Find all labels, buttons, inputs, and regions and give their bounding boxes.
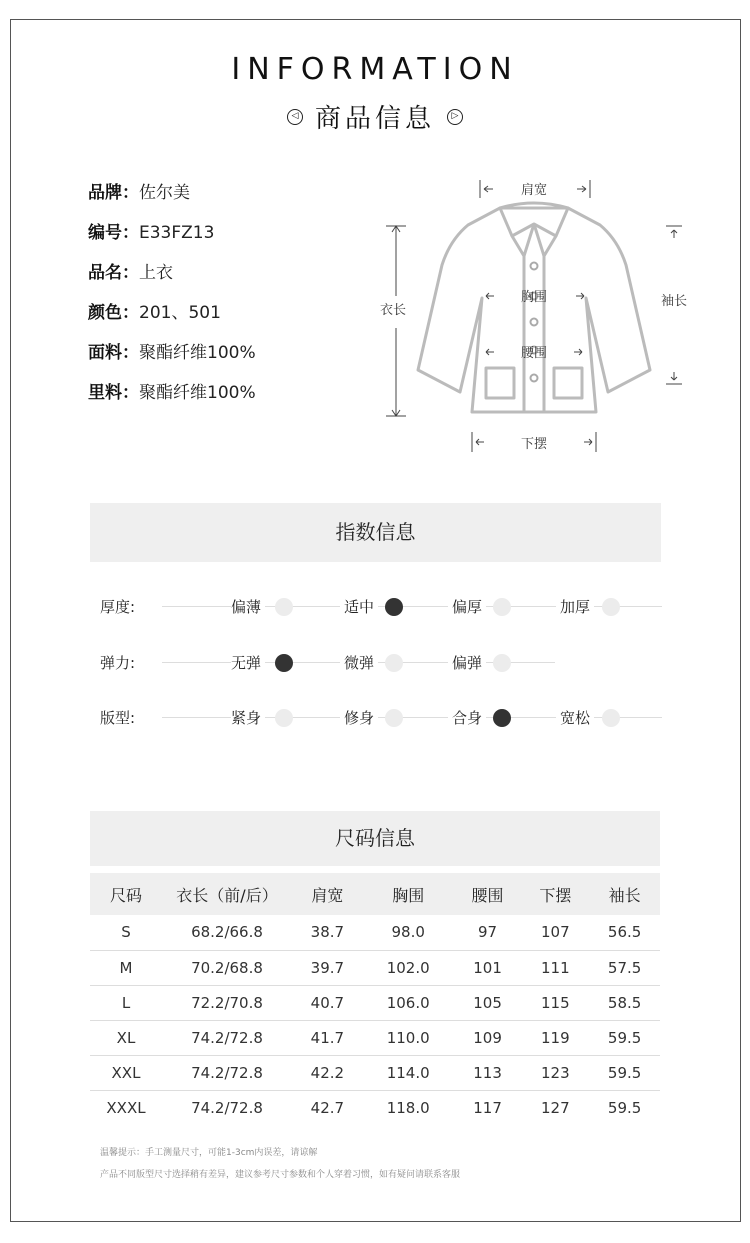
table-cell: S [90, 915, 162, 950]
table-cell: 98.0 [363, 915, 454, 950]
table-cell: 57.5 [589, 950, 660, 985]
table-row [90, 1055, 660, 1090]
index-section-title: 指数信息 [90, 503, 661, 562]
column-header: 下摆 [521, 873, 589, 915]
index-dot-none-selected [275, 654, 293, 672]
info-row-code [88, 220, 256, 260]
table-cell: XXL [90, 1055, 162, 1090]
table-cell: 42.2 [292, 1055, 363, 1090]
table-cell: 58.5 [589, 985, 660, 1020]
index-dot-extra-thick [602, 598, 620, 616]
table-cell: 38.7 [292, 915, 363, 950]
column-header: 袖长 [589, 873, 660, 915]
product-info-list [88, 180, 256, 420]
size-table [90, 873, 660, 1125]
label-chest: 胸围 [520, 290, 548, 305]
table-cell: 39.7 [292, 950, 363, 985]
table-cell: L [90, 985, 162, 1020]
index-dot-slight [385, 654, 403, 672]
table-cell: 113 [454, 1055, 522, 1090]
info-label: 里料： [88, 383, 139, 403]
info-label: 编号： [88, 223, 139, 243]
info-value: 上衣 [139, 263, 173, 283]
table-cell: 72.2/70.8 [162, 985, 292, 1020]
index-row-thickness [0, 592, 750, 622]
column-header: 衣长（前/后） [162, 873, 292, 915]
index-dot-tight [275, 709, 293, 727]
table-cell: 115 [521, 985, 589, 1020]
table-cell: 40.7 [292, 985, 363, 1020]
index-option-slight: 微弹 [340, 648, 378, 678]
info-value: 201、501 [139, 303, 221, 323]
index-dot-thin [275, 598, 293, 616]
info-value: 佐尔美 [139, 183, 190, 203]
table-cell: XXXL [106, 1098, 146, 1117]
info-label: 品牌： [88, 183, 139, 203]
index-option-loose: 宽松 [556, 703, 594, 733]
index-option-thin: 偏薄 [231, 592, 265, 622]
index-row-fit [0, 703, 750, 733]
index-option-regular: 合身 [448, 703, 486, 733]
table-cell: 68.2/66.8 [162, 915, 292, 950]
table-cell: 106.0 [363, 985, 454, 1020]
table-row [90, 915, 660, 950]
right-arrow-icon: ▷ [447, 109, 463, 125]
index-option-none: 无弹 [231, 648, 265, 678]
table-cell: 42.7 [310, 1098, 345, 1117]
index-row-label: 版型: [100, 709, 136, 727]
table-cell: 101 [454, 950, 522, 985]
table-row [90, 1090, 660, 1125]
table-cell: 59.5 [589, 1020, 660, 1055]
info-row-lining [88, 380, 256, 420]
column-header: 腰围 [454, 873, 522, 915]
table-cell: XL [90, 1020, 162, 1055]
info-row-fabric [88, 340, 256, 380]
index-row-label: 弹力: [100, 654, 136, 672]
column-header: 肩宽 [292, 873, 363, 915]
info-row-brand [88, 180, 256, 220]
buttons [531, 263, 538, 382]
index-dot-loose [602, 709, 620, 727]
index-dot-regular-selected [493, 709, 511, 727]
label-length: 衣长 [379, 303, 407, 318]
info-label: 面料： [88, 343, 139, 363]
table-cell: 97 [454, 915, 522, 950]
table-cell: 102.0 [363, 950, 454, 985]
info-row-name [88, 260, 256, 300]
info-value: E33FZ13 [139, 223, 215, 243]
index-option-thick: 偏厚 [448, 592, 486, 622]
index-option-tight: 紧身 [231, 703, 265, 733]
table-cell: 114.0 [363, 1055, 454, 1090]
table-cell: 110.0 [363, 1020, 454, 1055]
info-label: 颜色： [88, 303, 139, 323]
title-english: INFORMATION [231, 52, 519, 87]
label-waist: 腰围 [520, 346, 548, 361]
table-cell: 123 [521, 1055, 589, 1090]
table-cell: 74.2/72.8 [191, 1098, 263, 1117]
index-dot-thick [493, 598, 511, 616]
index-dot-slim [385, 709, 403, 727]
table-cell: 117 [473, 1098, 502, 1117]
title-chinese-text: 商品信息 [314, 104, 435, 134]
column-header: 胸围 [363, 873, 454, 915]
table-cell: 105 [454, 985, 522, 1020]
table-cell: M [90, 950, 162, 985]
size-section-title: 尺码信息 [90, 811, 660, 866]
info-label: 品名： [88, 263, 139, 283]
table-cell: 107 [521, 915, 589, 950]
table-cell: 56.5 [589, 915, 660, 950]
size-table-header [90, 873, 660, 915]
index-row-elasticity [0, 648, 750, 678]
index-option-medium: 适中 [340, 592, 378, 622]
index-dot-stretchy [493, 654, 511, 672]
index-option-stretchy: 偏弹 [448, 648, 486, 678]
table-row [90, 985, 660, 1020]
table-cell: 59.5 [589, 1055, 660, 1090]
table-row [90, 950, 660, 985]
table-cell: 70.2/68.8 [162, 950, 292, 985]
index-row-label: 厚度: [100, 598, 136, 616]
table-cell: 127 [541, 1098, 570, 1117]
table-cell: 109 [454, 1020, 522, 1055]
table-row [90, 1020, 660, 1055]
table-cell: 118.0 [386, 1098, 430, 1117]
table-cell: 41.7 [292, 1020, 363, 1055]
column-header: 尺码 [90, 873, 162, 915]
title-chinese [0, 98, 750, 135]
table-cell: 74.2/72.8 [162, 1020, 292, 1055]
label-shoulder: 肩宽 [520, 183, 548, 198]
table-cell: 74.2/72.8 [162, 1055, 292, 1090]
table-cell: 119 [521, 1020, 589, 1055]
info-value: 聚酯纤维100% [139, 383, 256, 403]
note-fit-advice: 产品不同版型尺寸选择稍有差异，建议参考尺寸参数和个人穿着习惯，如有疑问请联系客服 [100, 1170, 461, 1180]
left-arrow-icon: ◁ [287, 109, 303, 125]
index-dot-medium-selected [385, 598, 403, 616]
label-sleeve: 袖长 [660, 294, 688, 309]
table-cell: 59.5 [607, 1098, 642, 1117]
info-value: 聚酯纤维100% [139, 343, 256, 363]
table-cell: 111 [521, 950, 589, 985]
garment-measurement-diagram [360, 170, 700, 460]
index-option-slim: 修身 [340, 703, 378, 733]
note-measurement: 温馨提示：手工测量尺寸，可能1-3cm内误差，请谅解 [100, 1148, 318, 1158]
label-hem: 下摆 [520, 437, 548, 452]
index-option-extra-thick: 加厚 [556, 592, 594, 622]
info-row-color [88, 300, 256, 340]
